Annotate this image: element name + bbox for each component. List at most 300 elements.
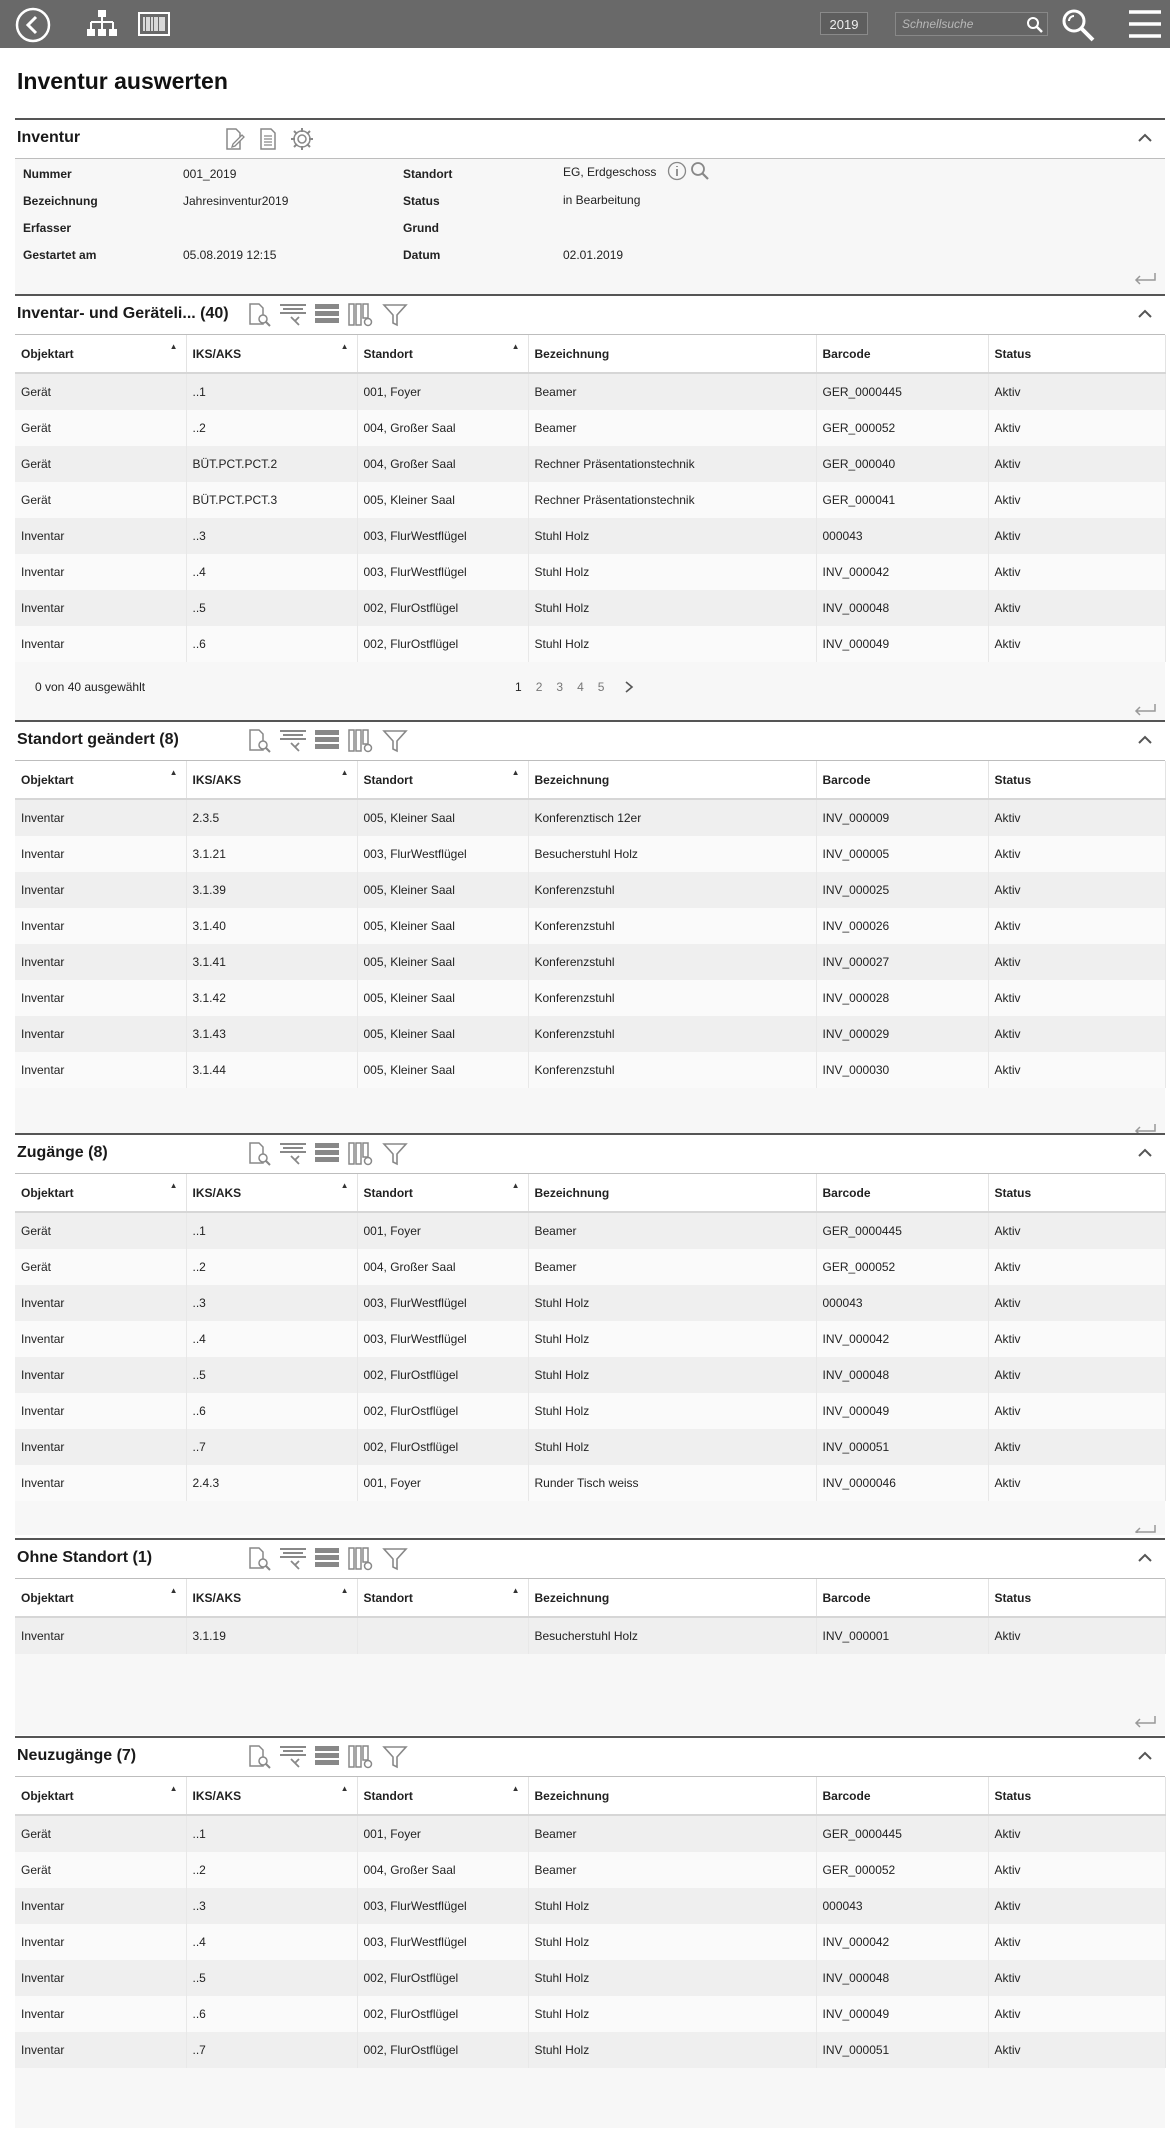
column-header[interactable] bbox=[988, 761, 1165, 799]
table-row[interactable] bbox=[15, 1960, 1165, 1996]
column-header-label: Barcode bbox=[822, 346, 871, 361]
table-cell: Inventar bbox=[15, 908, 186, 944]
column-header[interactable] bbox=[357, 1579, 528, 1617]
filter-edit-icon[interactable] bbox=[279, 1545, 307, 1573]
table-cell: Aktiv bbox=[988, 1852, 1165, 1888]
table-cell: Inventar bbox=[15, 872, 186, 908]
table-row[interactable] bbox=[15, 908, 1165, 944]
table-cell: Aktiv bbox=[988, 944, 1165, 980]
return-icon[interactable] bbox=[1133, 1714, 1157, 1730]
table-row[interactable] bbox=[15, 1016, 1165, 1052]
table-cell: INV_000005 bbox=[816, 836, 988, 872]
table-row[interactable] bbox=[15, 799, 1165, 836]
table-cell: Konferenzstuhl bbox=[528, 1052, 816, 1088]
table-row[interactable] bbox=[15, 944, 1165, 980]
table-cell: 005, Kleiner Saal bbox=[357, 944, 528, 980]
table-cell: Inventar bbox=[15, 554, 186, 590]
neuzugaenge-section bbox=[15, 1736, 1165, 2128]
table-cell: 003, FlurWestflügel bbox=[357, 1321, 528, 1357]
table-row[interactable] bbox=[15, 1465, 1165, 1501]
gestartet-label: Gestartet am bbox=[23, 248, 97, 262]
table-cell: 004, Großer Saal bbox=[357, 1249, 528, 1285]
table-row[interactable] bbox=[15, 1357, 1165, 1393]
table-cell: 002, FlurOstflügel bbox=[357, 1357, 528, 1393]
columns-settings-icon[interactable] bbox=[347, 727, 375, 755]
table-cell: ..3 bbox=[186, 1285, 357, 1321]
column-header-label: Status bbox=[994, 1185, 1032, 1200]
table-cell: Stuhl Holz bbox=[528, 1285, 816, 1321]
table-row[interactable] bbox=[15, 590, 1165, 626]
table-cell: GER_000052 bbox=[816, 1852, 988, 1888]
rows-icon[interactable] bbox=[313, 1743, 341, 1771]
table-cell: 003, FlurWestflügel bbox=[357, 1285, 528, 1321]
table-cell: Aktiv bbox=[988, 590, 1165, 626]
table-cell: 005, Kleiner Saal bbox=[357, 482, 528, 518]
table-cell: Aktiv bbox=[988, 872, 1165, 908]
page-link[interactable]: 4 bbox=[577, 680, 584, 694]
info-icon[interactable] bbox=[667, 161, 687, 184]
table-cell: 003, FlurWestflügel bbox=[357, 836, 528, 872]
sort-icon[interactable]: ▲ bbox=[169, 1181, 178, 1190]
table-cell: ..1 bbox=[186, 373, 357, 410]
table-cell: Aktiv bbox=[988, 626, 1165, 662]
table-cell: Rechner Präsentationstechnik bbox=[528, 482, 816, 518]
edit-document-icon[interactable] bbox=[220, 125, 248, 153]
column-header[interactable] bbox=[186, 1579, 357, 1617]
table-cell: INV_000025 bbox=[816, 872, 988, 908]
column-header-label: Objektart bbox=[21, 1590, 74, 1605]
table-cell: Gerät bbox=[15, 410, 186, 446]
table-header-row bbox=[15, 761, 1165, 799]
table-cell: 003, FlurWestflügel bbox=[357, 1888, 528, 1924]
table-cell: Inventar bbox=[15, 980, 186, 1016]
table-cell: Aktiv bbox=[988, 1321, 1165, 1357]
filter-edit-icon[interactable] bbox=[279, 1140, 307, 1168]
sort-icon[interactable]: ▲ bbox=[511, 768, 520, 777]
table-cell: 3.1.43 bbox=[186, 1016, 357, 1052]
table-cell: 3.1.44 bbox=[186, 1052, 357, 1088]
table-header-row bbox=[15, 1579, 1165, 1617]
table-header-row bbox=[15, 1174, 1165, 1212]
menu-icon[interactable] bbox=[1128, 9, 1162, 39]
table-cell: 005, Kleiner Saal bbox=[357, 1016, 528, 1052]
table-row[interactable] bbox=[15, 1285, 1165, 1321]
column-header-label: Standort bbox=[363, 1590, 413, 1605]
page-title: Inventur auswerten bbox=[17, 68, 228, 94]
table-cell: Inventar bbox=[15, 1888, 186, 1924]
column-header[interactable] bbox=[357, 1174, 528, 1212]
table-cell: Aktiv bbox=[988, 1465, 1165, 1501]
table-row[interactable] bbox=[15, 1212, 1165, 1249]
table-cell: Beamer bbox=[528, 1212, 816, 1249]
table-cell: ..6 bbox=[186, 626, 357, 662]
table-cell: Stuhl Holz bbox=[528, 626, 816, 662]
sort-icon[interactable]: ▲ bbox=[511, 1784, 520, 1793]
filter-edit-icon[interactable] bbox=[279, 727, 307, 755]
table-cell: Konferenzstuhl bbox=[528, 944, 816, 980]
column-header-label: Bezeichnung bbox=[534, 1590, 610, 1605]
column-header-label: Objektart bbox=[21, 1788, 74, 1803]
table-row[interactable] bbox=[15, 1429, 1165, 1465]
table-row[interactable] bbox=[15, 482, 1165, 518]
inventur-section bbox=[15, 118, 1165, 295]
rows-icon[interactable] bbox=[313, 301, 341, 329]
filter-icon[interactable] bbox=[381, 727, 409, 755]
table-cell: INV_000042 bbox=[816, 1321, 988, 1357]
table-header-row bbox=[15, 1777, 1165, 1815]
table-cell: GER_000052 bbox=[816, 1249, 988, 1285]
table-cell: ..6 bbox=[186, 1996, 357, 2032]
table-cell: 004, Großer Saal bbox=[357, 410, 528, 446]
columns-settings-icon[interactable] bbox=[347, 1140, 375, 1168]
table-cell: INV_000049 bbox=[816, 1393, 988, 1429]
column-header[interactable] bbox=[186, 1174, 357, 1212]
table-cell: ..4 bbox=[186, 554, 357, 590]
table-cell: Aktiv bbox=[988, 836, 1165, 872]
table-cell: 002, FlurOstflügel bbox=[357, 590, 528, 626]
table-row[interactable] bbox=[15, 1052, 1165, 1088]
column-header[interactable] bbox=[528, 761, 816, 799]
table-cell: Stuhl Holz bbox=[528, 518, 816, 554]
filter-icon[interactable] bbox=[381, 1140, 409, 1168]
table-cell: 003, FlurWestflügel bbox=[357, 1924, 528, 1960]
back-icon[interactable] bbox=[15, 7, 51, 43]
grund-label: Grund bbox=[403, 221, 439, 235]
page-link[interactable]: 2 bbox=[535, 680, 543, 694]
sort-icon[interactable]: ▲ bbox=[340, 1784, 349, 1793]
table-cell: ..4 bbox=[186, 1321, 357, 1357]
document-icon[interactable] bbox=[254, 125, 282, 153]
column-header[interactable] bbox=[186, 335, 357, 373]
table-cell bbox=[357, 1617, 528, 1654]
sort-icon[interactable]: ▲ bbox=[340, 768, 349, 777]
table-cell: Stuhl Holz bbox=[528, 590, 816, 626]
column-header-label: Bezeichnung bbox=[534, 772, 610, 787]
table-row[interactable] bbox=[15, 2032, 1165, 2068]
columns-settings-icon[interactable] bbox=[347, 301, 375, 329]
table-cell: Beamer bbox=[528, 1249, 816, 1285]
table-cell: ..2 bbox=[186, 1852, 357, 1888]
collapse-icon[interactable] bbox=[1137, 1748, 1153, 1764]
column-header[interactable] bbox=[988, 1579, 1165, 1617]
column-header[interactable] bbox=[816, 335, 988, 373]
table-row[interactable] bbox=[15, 1321, 1165, 1357]
table-cell: INV_000001 bbox=[816, 1617, 988, 1654]
sort-icon[interactable]: ▲ bbox=[511, 1181, 520, 1190]
table-row[interactable] bbox=[15, 1996, 1165, 2032]
table-cell: INV_000027 bbox=[816, 944, 988, 980]
table-cell: 003, FlurWestflügel bbox=[357, 554, 528, 590]
table-cell: Aktiv bbox=[988, 1212, 1165, 1249]
table-cell: Stuhl Holz bbox=[528, 1357, 816, 1393]
column-header[interactable] bbox=[357, 335, 528, 373]
table-cell: INV_000049 bbox=[816, 626, 988, 662]
table-cell: Beamer bbox=[528, 410, 816, 446]
table-cell: Inventar bbox=[15, 1617, 186, 1654]
table-cell: 002, FlurOstflügel bbox=[357, 1996, 528, 2032]
column-header-label: IKS/AKS bbox=[192, 1788, 242, 1803]
section-title: Inventar- und Geräteli... (40) bbox=[17, 305, 229, 322]
table-cell: Inventar bbox=[15, 518, 186, 554]
standort-geaendert-section bbox=[15, 720, 1165, 1142]
column-header-label: Status bbox=[994, 346, 1032, 361]
data-table bbox=[15, 1579, 1166, 1654]
sitemap-icon[interactable] bbox=[86, 9, 118, 39]
filter-edit-icon[interactable] bbox=[279, 301, 307, 329]
selection-count: 0 von 40 ausgewählt bbox=[35, 680, 146, 694]
collapse-icon[interactable] bbox=[1137, 1145, 1153, 1161]
table-cell: INV_000009 bbox=[816, 799, 988, 836]
table-cell: Stuhl Holz bbox=[528, 1321, 816, 1357]
column-header[interactable] bbox=[816, 1579, 988, 1617]
column-header[interactable] bbox=[816, 1174, 988, 1212]
table-row[interactable] bbox=[15, 1924, 1165, 1960]
column-header-label: IKS/AKS bbox=[192, 1185, 242, 1200]
sort-icon[interactable]: ▲ bbox=[340, 1181, 349, 1190]
table-cell: Stuhl Holz bbox=[528, 1924, 816, 1960]
table-cell: Aktiv bbox=[988, 1924, 1165, 1960]
page-link[interactable]: 1 bbox=[515, 680, 522, 694]
table-cell: 001, Foyer bbox=[357, 373, 528, 410]
column-header[interactable] bbox=[528, 1579, 816, 1617]
barcode-icon[interactable] bbox=[138, 12, 170, 36]
column-header-label: Barcode bbox=[822, 772, 871, 787]
table-row[interactable] bbox=[15, 1888, 1165, 1924]
table-cell: ..5 bbox=[186, 1960, 357, 1996]
filter-icon[interactable] bbox=[381, 301, 409, 329]
columns-settings-icon[interactable] bbox=[347, 1743, 375, 1771]
rows-icon[interactable] bbox=[313, 727, 341, 755]
column-header[interactable] bbox=[528, 1777, 816, 1815]
filter-icon[interactable] bbox=[381, 1545, 409, 1573]
rows-icon[interactable] bbox=[313, 1545, 341, 1573]
table-cell: GER_0000445 bbox=[816, 1815, 988, 1852]
table-cell: 001, Foyer bbox=[357, 1212, 528, 1249]
quick-search-input[interactable] bbox=[902, 15, 1020, 33]
collapse-icon[interactable] bbox=[1137, 732, 1153, 748]
sort-icon[interactable]: ▲ bbox=[340, 1586, 349, 1595]
table-row[interactable] bbox=[15, 872, 1165, 908]
table-row[interactable] bbox=[15, 626, 1165, 662]
table-cell: 000043 bbox=[816, 518, 988, 554]
collapse-icon[interactable] bbox=[1137, 306, 1153, 322]
table-cell: Aktiv bbox=[988, 1960, 1165, 1996]
table-row[interactable] bbox=[15, 373, 1165, 410]
column-header[interactable] bbox=[816, 1777, 988, 1815]
document-search-icon[interactable] bbox=[245, 301, 273, 329]
table-cell: Inventar bbox=[15, 1429, 186, 1465]
column-header-label: Barcode bbox=[822, 1590, 871, 1605]
column-header[interactable] bbox=[988, 1777, 1165, 1815]
table-cell: Aktiv bbox=[988, 1052, 1165, 1088]
column-header-label: Barcode bbox=[822, 1788, 871, 1803]
section-title: Neuzugänge (7) bbox=[17, 1747, 137, 1764]
column-header[interactable] bbox=[528, 1174, 816, 1212]
column-header[interactable] bbox=[186, 1777, 357, 1815]
column-header[interactable] bbox=[15, 761, 186, 799]
table-cell: Gerät bbox=[15, 1249, 186, 1285]
year-selector[interactable]: 2019 bbox=[820, 12, 868, 35]
quick-search[interactable] bbox=[895, 12, 1048, 36]
column-header-label: Standort bbox=[363, 1788, 413, 1803]
geraeteliste-section bbox=[15, 294, 1165, 722]
table-header-row bbox=[15, 335, 1165, 373]
table-cell: Aktiv bbox=[988, 518, 1165, 554]
table-cell: 3.1.40 bbox=[186, 908, 357, 944]
filter-icon[interactable] bbox=[381, 1743, 409, 1771]
table-cell: Aktiv bbox=[988, 446, 1165, 482]
bezeichnung-label: Bezeichnung bbox=[23, 194, 98, 208]
column-header-label: Standort bbox=[363, 346, 413, 361]
table-cell: Inventar bbox=[15, 1357, 186, 1393]
table-cell: Inventar bbox=[15, 2032, 186, 2068]
table-row[interactable] bbox=[15, 1815, 1165, 1852]
search-icon[interactable] bbox=[1026, 16, 1043, 38]
table-cell: Stuhl Holz bbox=[528, 554, 816, 590]
status-label: Status bbox=[403, 194, 440, 208]
table-cell: 005, Kleiner Saal bbox=[357, 908, 528, 944]
table-cell: Aktiv bbox=[988, 1815, 1165, 1852]
datum-label: Datum bbox=[403, 248, 441, 262]
column-header-label: Bezeichnung bbox=[534, 1185, 610, 1200]
table-cell: Aktiv bbox=[988, 1249, 1165, 1285]
table-row[interactable] bbox=[15, 1393, 1165, 1429]
table-row[interactable] bbox=[15, 554, 1165, 590]
table-cell: Gerät bbox=[15, 446, 186, 482]
table-cell: Inventar bbox=[15, 1285, 186, 1321]
table-cell: Stuhl Holz bbox=[528, 1960, 816, 1996]
table-cell: ..4 bbox=[186, 1924, 357, 1960]
table-cell: 3.1.41 bbox=[186, 944, 357, 980]
sort-icon[interactable]: ▲ bbox=[169, 1784, 178, 1793]
table-cell: 005, Kleiner Saal bbox=[357, 872, 528, 908]
table-cell: Konferenzstuhl bbox=[528, 908, 816, 944]
column-header[interactable] bbox=[988, 335, 1165, 373]
table-cell: 002, FlurOstflügel bbox=[357, 1960, 528, 1996]
columns-settings-icon[interactable] bbox=[347, 1545, 375, 1573]
next-page-icon[interactable] bbox=[624, 680, 634, 697]
column-header-label: IKS/AKS bbox=[192, 772, 242, 787]
table-row[interactable] bbox=[15, 1852, 1165, 1888]
table-row[interactable] bbox=[15, 1249, 1165, 1285]
table-cell: INV_000048 bbox=[816, 590, 988, 626]
table-row[interactable] bbox=[15, 836, 1165, 872]
table-cell: ..1 bbox=[186, 1212, 357, 1249]
filter-edit-icon[interactable] bbox=[279, 1743, 307, 1771]
table-cell: GER_0000445 bbox=[816, 373, 988, 410]
table-cell: Inventar bbox=[15, 1393, 186, 1429]
table-cell: Inventar bbox=[15, 944, 186, 980]
document-search-icon[interactable] bbox=[245, 1140, 273, 1168]
column-header[interactable] bbox=[15, 335, 186, 373]
column-header[interactable] bbox=[357, 1777, 528, 1815]
table-cell: INV_000028 bbox=[816, 980, 988, 1016]
table-row[interactable] bbox=[15, 410, 1165, 446]
table-cell: 002, FlurOstflügel bbox=[357, 1429, 528, 1465]
table-cell: Stuhl Holz bbox=[528, 1888, 816, 1924]
column-header-label: Barcode bbox=[822, 1185, 871, 1200]
table-cell: Besucherstuhl Holz bbox=[528, 1617, 816, 1654]
collapse-icon[interactable] bbox=[1137, 1550, 1153, 1566]
table-cell: Gerät bbox=[15, 373, 186, 410]
column-header[interactable] bbox=[15, 1579, 186, 1617]
table-cell: GER_000052 bbox=[816, 410, 988, 446]
sort-icon[interactable]: ▲ bbox=[169, 768, 178, 777]
table-cell: Inventar bbox=[15, 836, 186, 872]
table-cell: Gerät bbox=[15, 482, 186, 518]
table-row[interactable] bbox=[15, 518, 1165, 554]
table-cell: ..5 bbox=[186, 590, 357, 626]
table-cell: Inventar bbox=[15, 1016, 186, 1052]
sort-icon[interactable]: ▲ bbox=[511, 342, 520, 351]
table-cell: INV_000049 bbox=[816, 1996, 988, 2032]
collapse-icon[interactable] bbox=[1137, 130, 1153, 146]
column-header-label: Objektart bbox=[21, 346, 74, 361]
table-cell: INV_000048 bbox=[816, 1357, 988, 1393]
page-link[interactable]: 5 bbox=[597, 680, 605, 694]
table-cell: Aktiv bbox=[988, 482, 1165, 518]
column-header[interactable] bbox=[15, 1174, 186, 1212]
page-link[interactable]: 3 bbox=[556, 680, 564, 694]
ohne-standort-section bbox=[15, 1538, 1165, 1735]
table-cell: Inventar bbox=[15, 1960, 186, 1996]
table-row[interactable] bbox=[15, 1617, 1165, 1654]
column-header-label: IKS/AKS bbox=[192, 346, 242, 361]
rows-icon[interactable] bbox=[313, 1140, 341, 1168]
return-icon[interactable] bbox=[1133, 271, 1157, 287]
search-icon[interactable] bbox=[690, 161, 710, 184]
table-cell: Beamer bbox=[528, 373, 816, 410]
table-row[interactable] bbox=[15, 980, 1165, 1016]
table-cell: 001, Foyer bbox=[357, 1465, 528, 1501]
return-icon[interactable] bbox=[1133, 702, 1157, 718]
document-search-icon[interactable] bbox=[245, 727, 273, 755]
column-header[interactable] bbox=[15, 1777, 186, 1815]
advanced-search-icon[interactable] bbox=[1060, 7, 1096, 43]
column-header-label: Bezeichnung bbox=[534, 1788, 610, 1803]
sort-icon[interactable]: ▲ bbox=[340, 342, 349, 351]
table-cell: Aktiv bbox=[988, 2032, 1165, 2068]
table-cell: Aktiv bbox=[988, 1016, 1165, 1052]
gear-icon[interactable] bbox=[288, 125, 316, 153]
sort-icon[interactable]: ▲ bbox=[511, 1586, 520, 1595]
table-row[interactable] bbox=[15, 446, 1165, 482]
table-cell: BÜT.PCT.PCT.3 bbox=[186, 482, 357, 518]
table-cell: 002, FlurOstflügel bbox=[357, 2032, 528, 2068]
data-table bbox=[15, 1174, 1166, 1501]
table-cell: Gerät bbox=[15, 1815, 186, 1852]
sort-icon[interactable]: ▲ bbox=[169, 1586, 178, 1595]
inventur-details bbox=[15, 159, 1165, 295]
column-header[interactable] bbox=[528, 335, 816, 373]
table-cell: Aktiv bbox=[988, 1996, 1165, 2032]
column-header[interactable] bbox=[988, 1174, 1165, 1212]
column-header[interactable] bbox=[357, 761, 528, 799]
column-header[interactable] bbox=[186, 761, 357, 799]
table-cell: Inventar bbox=[15, 799, 186, 836]
document-search-icon[interactable] bbox=[245, 1545, 273, 1573]
table-cell: Inventar bbox=[15, 1321, 186, 1357]
column-header[interactable] bbox=[816, 761, 988, 799]
table-cell: Gerät bbox=[15, 1212, 186, 1249]
return-icon[interactable] bbox=[1133, 1523, 1157, 1533]
table-cell: ..3 bbox=[186, 518, 357, 554]
table-cell: Konferenztisch 12er bbox=[528, 799, 816, 836]
sort-icon[interactable]: ▲ bbox=[169, 342, 178, 351]
inventur-header bbox=[15, 118, 1165, 159]
document-search-icon[interactable] bbox=[245, 1743, 273, 1771]
section-title: Standort geändert (8) bbox=[17, 731, 179, 748]
